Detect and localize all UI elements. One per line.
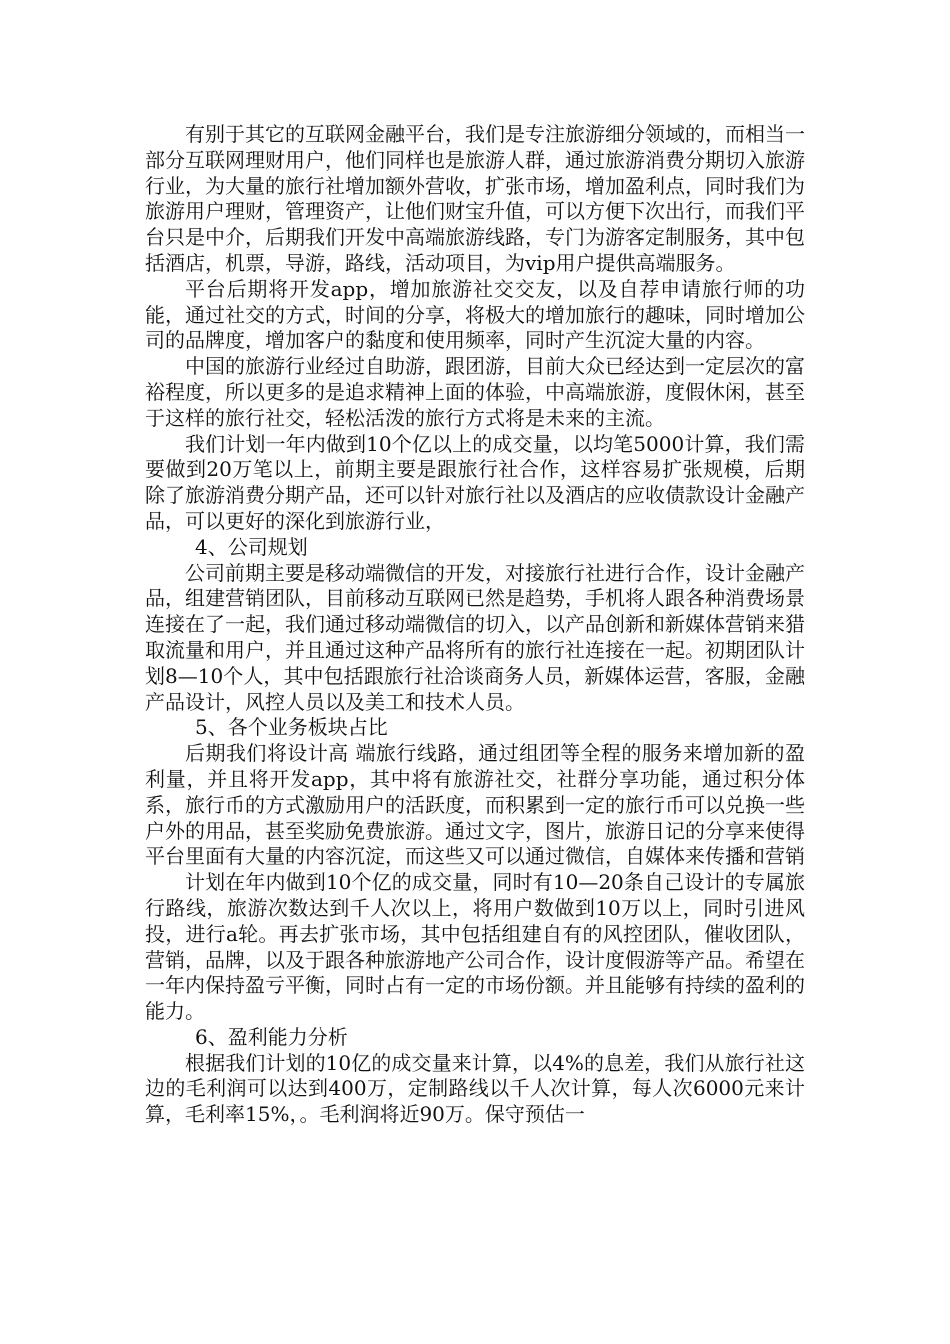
paragraph-profit-analysis: 根据我们计划的10亿的成交量来计算，以4%的息差，我们从旅行社这边的毛利润可以达到400万，定制路线以千人次计算，每人次6000元来计算，毛利率15%，。毛利润将近90万。保守预估一 — [145, 1050, 805, 1127]
paragraph-industry-trend: 中国的旅游行业经过自助游，跟团游，目前大众已经达到一定层次的富裕程度，所以更多的是追求精神上面的体验，中高端旅游，度假休闲，甚至于这样的旅行社交，轻松活泼的旅行方式将是未来的主流。 — [145, 354, 805, 430]
paragraph-app-development: 平台后期将开发app，增加旅游社交交友，以及自荐申请旅行师的功能，通过社交的方式，时间的分享，将极大的增加旅行的趣味，同时增加公司的品牌度，增加客户的黏度和使用频率，同时产生沉淀大量的内容。 — [145, 276, 805, 353]
paragraph-annual-plan: 计划在年内做到10个亿的成交量，同时有10—20条自己设计的专属旅行路线，旅游次数达到千人次以上，将用户数做到10万以上，同时引进风投，进行a轮。再去扩张市场，其中包括组建自有的风控团队，催收团队，营销，品牌，以及于跟各种旅游地产公司合作，设计度假游等产品。希望在一年内保持盈亏平衡，同时占有一定的市场份额。并且能够有持续的盈利的能力。 — [145, 870, 805, 1024]
document-body — [145, 122, 805, 1128]
paragraph-volume-plan: 我们计划一年内做到10个亿以上的成交量，以均笔5000计算，我们需要做到20万笔以上，前期主要是跟旅行社合作，这样容易扩张规模，后期除了旅游消费分期产品，还可以针对旅行社以及酒店的应收债款设计金融产品，可以更好的深化到旅游行业， — [145, 431, 805, 533]
section-heading-company-plan: 4、公司规划 — [195, 534, 308, 559]
paragraph-platform-positioning: 有别于其它的互联网金融平台，我们是专注旅游细分领域的，而相当一部分互联网理财用户，他们同样也是旅游人群，通过旅游消费分期切入旅游行业，为大量的旅行社增加额外营收，扩张市场，增加盈利点，同时我们为旅游用户理财，管理资产，让他们财宝升值，可以方便下次出行，而我们平台只是中介，后期我们开发中高端旅游线路，专门为游客定制服务，其中包括酒店，机票，导游，路线，活动项目，为vip用户提供高端服务。 — [145, 122, 805, 275]
section-heading-profit-analysis: 6、盈利能力分析 — [195, 1024, 348, 1049]
paragraph-business-share: 后期我们将设计高 端旅行线路，通过组团等全程的服务来增加新的盈利量，并且将开发app，其中将有旅游社交，社群分享功能，通过积分体系，旅行币的方式激励用户的活跃度，而积累到一定的旅行币可以兑换一些户外的用品，甚至奖励免费旅游。通过文字，图片，旅游日记的分享来使得平台里面有大量的内容沉淀，而这些又可以通过微信，自媒体来传播和营销 — [145, 741, 805, 869]
section-heading-business-share: 5、各个业务板块占比 — [195, 715, 388, 740]
paragraph-company-plan: 公司前期主要是移动端微信的开发，对接旅行社进行合作，设计金融产品，组建营销团队，目前移动互联网已然是趋势，手机将人跟各种消费场景连接在了一起，我们通过移动端微信的切入，以产品创新和新媒体营销来猎取流量和用户，并且通过这种产品将所有的旅行社连接在一起。初期团队计划8—10个人，其中包括跟旅行社洽谈商务人员，新媒体运营，客服，金融产品设计，风控人员以及美工和技术人员。 — [145, 560, 805, 714]
